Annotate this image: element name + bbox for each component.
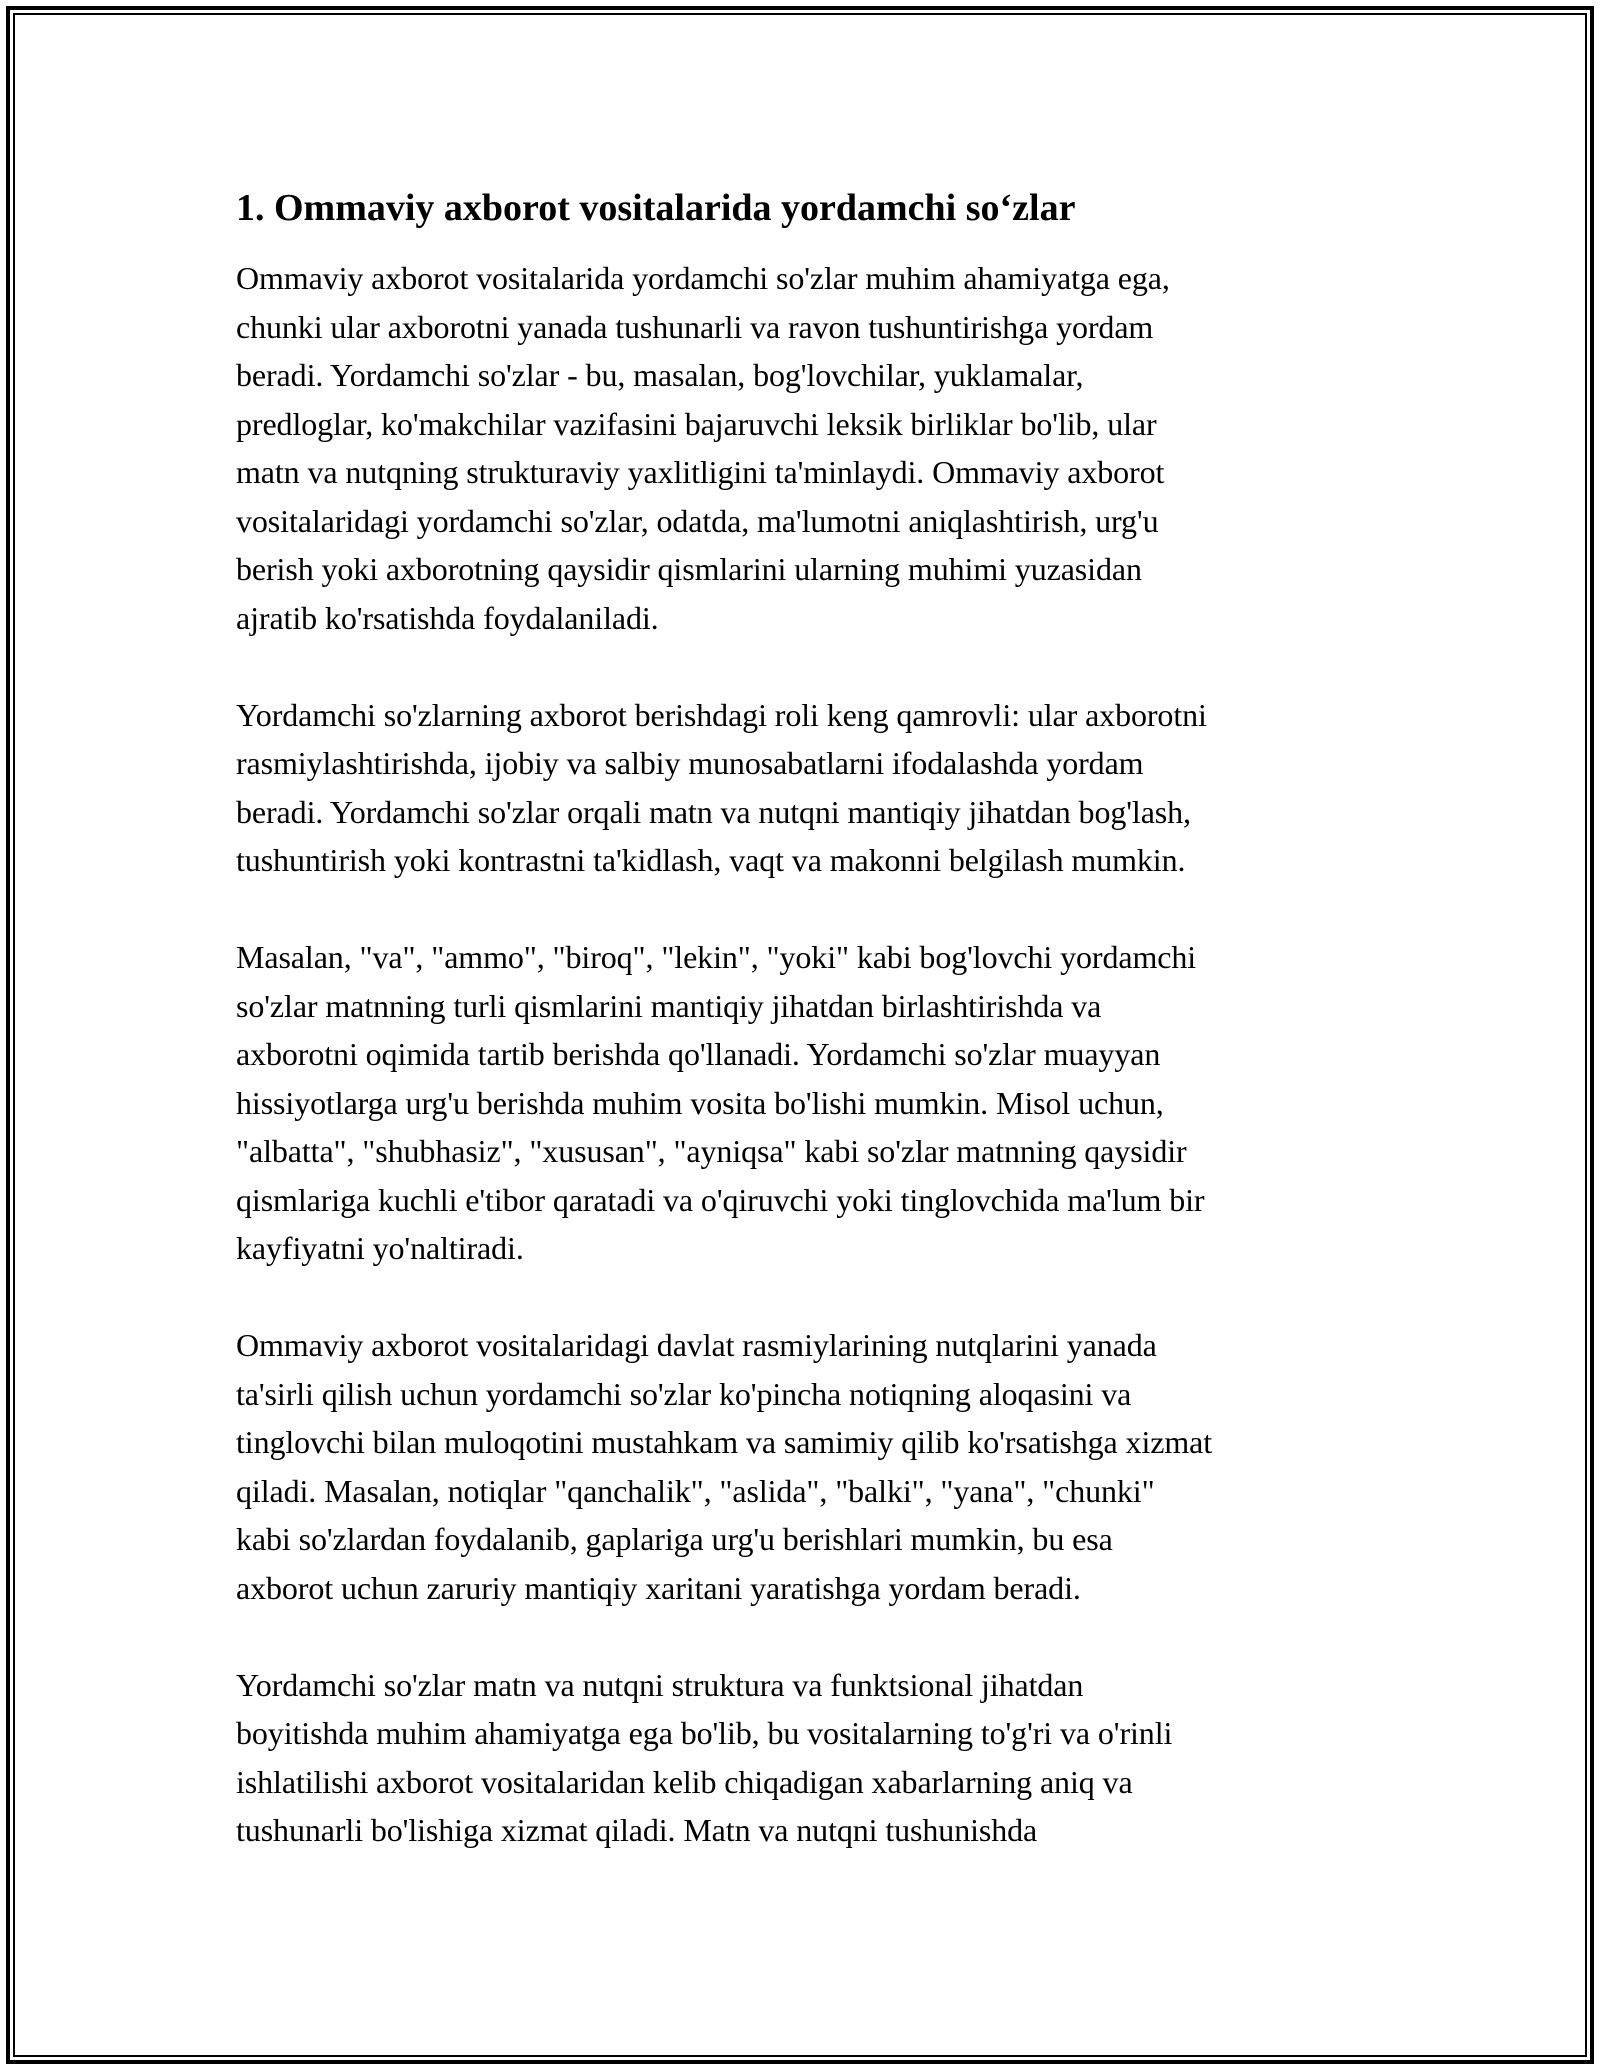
text-line: predloglar, ko'makchilar vazifasini bajaruvchi leksik birliklar bo'lib, ular xyxy=(236,405,1157,442)
text-line: beradi. Yordamchi so'zlar - bu, masalan, bog'lovchilar, yuklamalar, xyxy=(236,357,1084,393)
text-line: axborot uchun zaruriy mantiqiy xaritani yaratishga yordam beradi. xyxy=(236,1569,1081,1606)
text-line: qismlariga kuchli e'tibor qaratadi va o'qiruvchi yoki tinglovchida ma'lum bir xyxy=(236,1181,1205,1218)
text-line: Ommaviy axborot vositalaridagi davlat rasmiylarining nutqlarini yanada xyxy=(236,1327,1157,1363)
text-line: tushunarli bo'lishiga xizmat qiladi. Matn va nutqni tushunishda xyxy=(236,1812,1038,1848)
text-line: Yordamchi so'zlarning axborot berishdagi roli keng qamrovli: ular axborotni xyxy=(236,696,1207,733)
text-line: Ommaviy axborot vositalarida yordamchi so'zlar muhim ahamiyatga ega, xyxy=(236,260,1170,296)
paragraph-2 xyxy=(236,691,1376,885)
text-line: ishlatilishi axborot vositalaridan kelib chiqadigan xabarlarning aniq va xyxy=(236,1763,1133,1800)
text-line: "albatta", "shubhasiz", "xususan", "ayniqsa" kabi so'zlar matnning qaysidir xyxy=(236,1133,1187,1169)
text-line: kabi so'zlardan foydalanib, gaplariga urg'u berishlari mumkin, bu esa xyxy=(236,1521,1113,1557)
text-line: Yordamchi so'zlar matn va nutqni struktura va funktsional jihatdan xyxy=(236,1666,1084,1703)
text-line: axborotni oqimida tartib berishda qo'llanadi. Yordamchi so'zlar muayyan xyxy=(236,1036,1161,1072)
text-line: Masalan, "va", "ammo", "biroq", "lekin", "yoki" kabi bog'lovchi yordamchi xyxy=(236,939,1197,975)
text-line: berish yoki axborotning qaysidir qismlarini ularning muhimi yuzasidan xyxy=(236,551,1142,587)
paragraph-5 xyxy=(236,1661,1376,1855)
document-body xyxy=(236,184,1376,1903)
section-heading: 1. Ommaviy axborot vositalarida yordamchi so‘zlar xyxy=(236,187,1076,229)
text-line: so'zlar matnning turli qismlarini mantiqiy jihatdan birlashtirishda va xyxy=(236,987,1102,1024)
text-line: rasmiylashtirishda, ijobiy va salbiy munosabatlarni ifodalashda yordam xyxy=(236,745,1144,781)
text-line: kayfiyatni yo'naltiradi. xyxy=(236,1230,524,1266)
text-line: vositalaridagi yordamchi so'zlar, odatda, ma'lumotni aniqlashtirish, urg'u xyxy=(236,502,1159,539)
paragraph-4 xyxy=(236,1321,1376,1612)
text-line: hissiyotlarga urg'u berishda muhim vosita bo'lishi mumkin. Misol uchun, xyxy=(236,1084,1164,1121)
text-line: beradi. Yordamchi so'zlar orqali matn va nutqni mantiqiy jihatdan bog'lash, xyxy=(236,793,1191,830)
text-line: ta'sirli qilish uchun yordamchi so'zlar ko'pincha notiqning aloqasini va xyxy=(236,1375,1132,1412)
paragraph-1 xyxy=(236,254,1376,642)
text-line: matn va nutqning strukturaviy yaxlitligini ta'minlaydi. Ommaviy axborot xyxy=(236,454,1165,490)
text-line: tinglovchi bilan muloqotini mustahkam va samimiy qilib ko'rsatishga xizmat xyxy=(236,1424,1213,1460)
text-line: chunki ular axborotni yanada tushunarli va ravon tushuntirishga yordam xyxy=(236,308,1154,345)
paragraph-3 xyxy=(236,933,1376,1273)
text-line: boyitishda muhim ahamiyatga ega bo'lib, bu vositalarning to'g'ri va o'rinli xyxy=(236,1715,1173,1751)
text-line: tushuntirish yoki kontrastni ta'kidlash, vaqt va makonni belgilash mumkin. xyxy=(236,842,1186,878)
text-line: ajratib ko'rsatishda foydalaniladi. xyxy=(236,599,659,636)
text-line: qiladi. Masalan, notiqlar "qanchalik", "aslida", "balki", "yana", "chunki" xyxy=(236,1472,1155,1509)
